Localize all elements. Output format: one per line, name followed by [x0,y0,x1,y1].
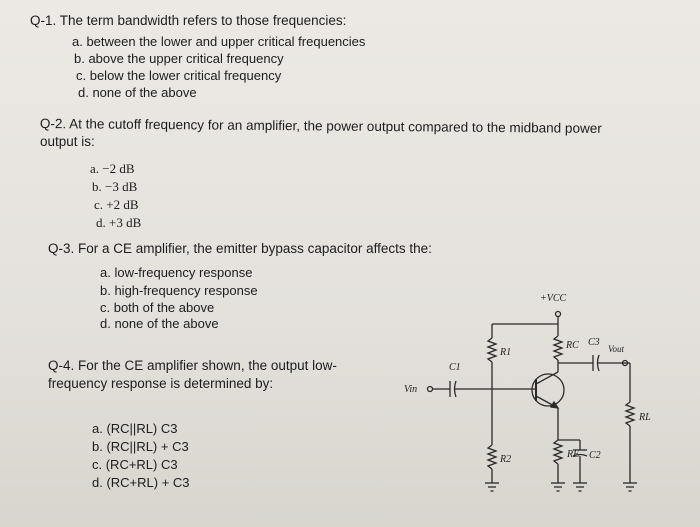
ground-r2 [485,483,499,491]
q2-option-b: b. −3 dB [92,179,138,194]
q4-option-c: c. (RC+RL) C3 [92,457,178,472]
q3-option-a: a. low-frequency response [100,265,253,280]
re-resistor [554,440,562,464]
vin-label: Vin [404,384,418,395]
vcc-label: +VCC [540,293,567,304]
q1-option-c: c. below the lower critical frequency [76,68,282,83]
q4-option-d: d. (RC+RL) + C3 [92,475,190,490]
c2-label: C2 [589,450,601,461]
r2-resistor [488,445,496,469]
q4-stem-line1: Q-4. For the CE amplifier shown, the output low- [48,358,337,373]
q4-stem-line2: frequency response is determined by: [48,376,274,391]
c3-label: C3 [588,337,600,348]
q1-stem: Q-1. The term bandwidth refers to those frequencies: [30,13,347,28]
ground-re [551,483,565,491]
q1-option-d: d. none of the above [78,85,197,100]
r1-resistor [488,338,496,362]
q1-option-b: b. above the upper critical frequency [74,51,284,66]
rl-label: RL [639,412,651,423]
q4-option-a: a. (RC||RL) C3 [92,421,178,436]
q2-option-a: a. −2 dB [90,161,135,176]
q3-option-d: d. none of the above [100,316,219,331]
rc-resistor [554,336,562,360]
rc-label: RC [566,340,579,351]
vcc-terminal [556,312,561,317]
ground-rl [623,483,637,491]
r2-label: R2 [500,454,512,465]
ce-amplifier-schematic [390,280,660,505]
q3-stem: Q-3. For a CE amplifier, the emitter bypass capacitor affects the: [48,241,432,256]
q2-stem-line1: Q-2. At the cutoff frequency for an amplifier, the power output compared to the midband power [39,116,602,136]
q2-option-d: d. +3 dB [96,215,142,230]
ground-c2 [573,483,587,491]
vin-terminal [428,387,433,392]
q3-option-c: c. both of the above [100,300,215,315]
q2-option-c: c. +2 dB [94,197,139,212]
re-label: RE [567,449,580,460]
r1-label: R1 [500,347,512,358]
q4-option-b: b. (RC||RL) + C3 [92,439,189,454]
vout-label: Vout [608,344,625,354]
q1-option-a: a. between the lower and upper critical frequencies [72,34,366,49]
q3-option-b: b. high-frequency response [100,283,258,298]
rl-resistor [626,402,634,426]
q2-stem-line2: output is: [40,134,95,149]
c1-label: C1 [449,362,461,373]
